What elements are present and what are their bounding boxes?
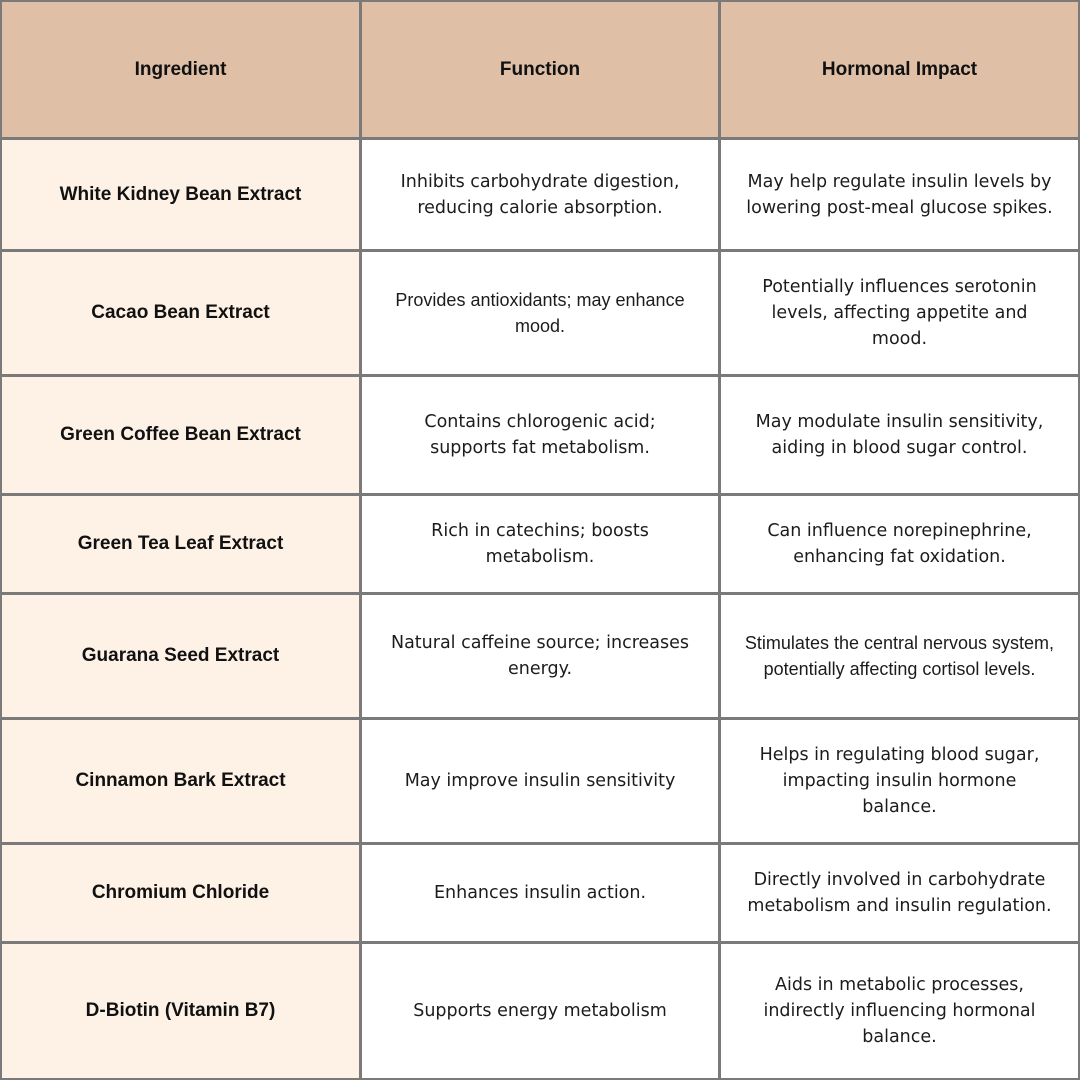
row-4-function: Rich in catechins; boosts metabolism.	[362, 496, 718, 592]
row-4-impact: Can influence norepinephrine, enhancing fat oxidation.	[721, 496, 1078, 592]
row-7-impact: Directly involved in carbohydrate metabolism and insulin regulation.	[721, 845, 1078, 941]
row-6-ingredient: Cinnamon Bark Extract	[2, 720, 359, 842]
row-5-impact: Stimulates the central nervous system, potentially affecting cortisol levels.	[721, 595, 1078, 717]
row-3-function: Contains chlorogenic acid; supports fat metabolism.	[362, 377, 718, 493]
row-7-ingredient: Chromium Chloride	[2, 845, 359, 941]
row-5-function: Natural caffeine source; increases energy.	[362, 595, 718, 717]
row-8-impact: Aids in metabolic processes, indirectly influencing hormonal balance.	[721, 944, 1078, 1078]
row-7-function: Enhances insulin action.	[362, 845, 718, 941]
row-3-ingredient: Green Coffee Bean Extract	[2, 377, 359, 493]
row-6-impact: Helps in regulating blood sugar, impacting insulin hormone balance.	[721, 720, 1078, 842]
row-2-impact: Potentially influences serotonin levels, affecting appetite and mood.	[721, 252, 1078, 374]
row-1-ingredient: White Kidney Bean Extract	[2, 140, 359, 249]
row-1-function: Inhibits carbohydrate digestion, reducing calorie absorption.	[362, 140, 718, 249]
header-function: Function	[362, 2, 718, 137]
row-3-impact: May modulate insulin sensitivity, aiding in blood sugar control.	[721, 377, 1078, 493]
header-ingredient: Ingredient	[2, 2, 359, 137]
row-6-function: May improve insulin sensitivity	[362, 720, 718, 842]
row-5-ingredient: Guarana Seed Extract	[2, 595, 359, 717]
row-8-ingredient: D-Biotin (Vitamin B7)	[2, 944, 359, 1078]
row-4-ingredient: Green Tea Leaf Extract	[2, 496, 359, 592]
row-8-function: Supports energy metabolism	[362, 944, 718, 1078]
row-2-function: Provides antioxidants; may enhance mood.	[362, 252, 718, 374]
row-1-impact: May help regulate insulin levels by lowering post-meal glucose spikes.	[721, 140, 1078, 249]
header-hormonal-impact: Hormonal Impact	[721, 2, 1078, 137]
row-2-ingredient: Cacao Bean Extract	[2, 252, 359, 374]
